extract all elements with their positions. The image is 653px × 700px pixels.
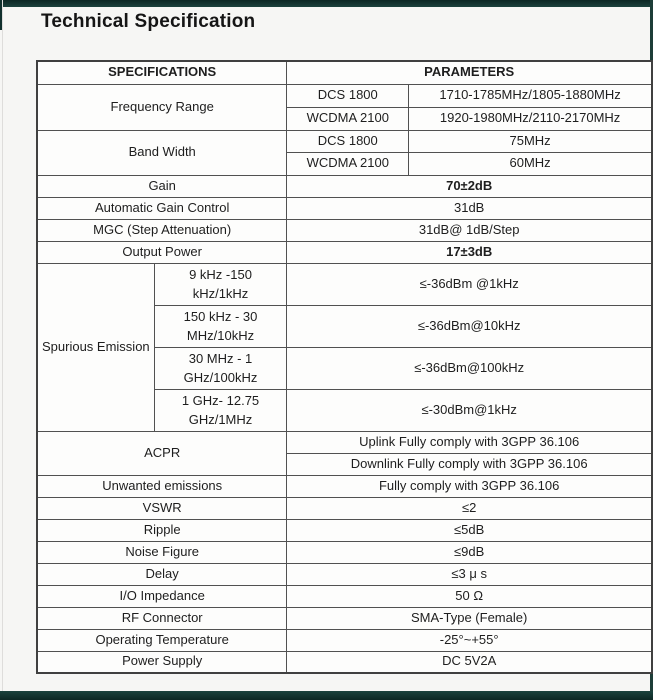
io-impedance-row bbox=[37, 585, 652, 607]
power-supply-value: DC 5V2A bbox=[287, 651, 652, 673]
spurious-range-1-line2: kHz/1kHz bbox=[192, 286, 249, 301]
header-specifications: SPECIFICATIONS bbox=[37, 61, 287, 84]
band-width-band-2: WCDMA 2100 bbox=[287, 152, 409, 175]
acpr-row-1 bbox=[37, 431, 652, 453]
spurious-range-4-line1: 1 GHz- 12.75 bbox=[181, 393, 260, 408]
frequency-range-band-2: WCDMA 2100 bbox=[287, 107, 409, 130]
vswr-value: ≤2 bbox=[287, 497, 652, 519]
unwanted-emissions-value: Fully comply with 3GPP 36.106 bbox=[287, 475, 652, 497]
delay-value: ≤3 μ s bbox=[287, 563, 652, 585]
operating-temperature-value: -25°~+55° bbox=[287, 629, 652, 651]
spurious-range-3-line1: 30 MHz - 1 bbox=[188, 351, 253, 366]
output-power-label: Output Power bbox=[37, 241, 287, 263]
spurious-value-2: ≤-36dBm@10kHz bbox=[287, 305, 652, 347]
noise-figure-label: Noise Figure bbox=[37, 541, 287, 563]
frequency-range-band-1: DCS 1800 bbox=[287, 84, 409, 107]
left-edge-line bbox=[2, 0, 3, 700]
top-frame-bar bbox=[0, 0, 653, 7]
spurious-range-2-line2: MHz/10kHz bbox=[186, 328, 255, 343]
output-power-row bbox=[37, 241, 652, 263]
band-width-value-2: 60MHz bbox=[409, 152, 652, 175]
agc-label: Automatic Gain Control bbox=[37, 197, 287, 219]
output-power-value: 17±3dB bbox=[287, 241, 652, 263]
mgc-row bbox=[37, 219, 652, 241]
gain-value: 70±2dB bbox=[287, 175, 652, 197]
spurious-range-4-line2: GHz/1MHz bbox=[188, 412, 253, 427]
bottom-frame-bar bbox=[0, 691, 653, 700]
vswr-row bbox=[37, 497, 652, 519]
mgc-label: MGC (Step Attenuation) bbox=[37, 219, 287, 241]
header-row bbox=[37, 61, 652, 84]
mgc-value: 31dB@ 1dB/Step bbox=[287, 219, 652, 241]
spurious-range-3 bbox=[154, 347, 287, 389]
frequency-range-label: Frequency Range bbox=[37, 84, 287, 130]
band-width-band-1: DCS 1800 bbox=[287, 130, 409, 152]
band-width-label: Band Width bbox=[37, 130, 287, 175]
acpr-downlink-value: Downlink Fully comply with 3GPP 36.106 bbox=[287, 453, 652, 475]
delay-row bbox=[37, 563, 652, 585]
ripple-value: ≤5dB bbox=[287, 519, 652, 541]
operating-temperature-label: Operating Temperature bbox=[37, 629, 287, 651]
agc-row bbox=[37, 197, 652, 219]
power-supply-row bbox=[37, 651, 652, 673]
gain-row bbox=[37, 175, 652, 197]
spurious-emission-label: Spurious Emission bbox=[37, 263, 154, 431]
page-title: Technical Specification bbox=[41, 11, 256, 32]
agc-value: 31dB bbox=[287, 197, 652, 219]
spurious-value-1: ≤-36dBm @1kHz bbox=[287, 263, 652, 305]
noise-figure-row bbox=[37, 541, 652, 563]
spurious-range-1-line1: 9 kHz -150 bbox=[189, 267, 252, 282]
spurious-value-4: ≤-30dBm@1kHz bbox=[287, 389, 652, 431]
band-width-row-1 bbox=[37, 130, 652, 152]
frequency-range-value-2: 1920-1980MHz/2110-2170MHz bbox=[409, 107, 652, 130]
spurious-range-1 bbox=[154, 263, 287, 305]
noise-figure-value: ≤9dB bbox=[287, 541, 652, 563]
ripple-label: Ripple bbox=[37, 519, 287, 541]
spurious-value-3: ≤-36dBm@100kHz bbox=[287, 347, 652, 389]
spurious-range-4 bbox=[154, 389, 287, 431]
io-impedance-label: I/O Impedance bbox=[37, 585, 287, 607]
gain-label: Gain bbox=[37, 175, 287, 197]
frequency-range-row-1 bbox=[37, 84, 652, 107]
unwanted-emissions-label: Unwanted emissions bbox=[37, 475, 287, 497]
header-parameters: PARAMETERS bbox=[287, 61, 652, 84]
rf-connector-label: RF Connector bbox=[37, 607, 287, 629]
band-width-value-1: 75MHz bbox=[409, 130, 652, 152]
vswr-label: VSWR bbox=[37, 497, 287, 519]
spec-table bbox=[36, 60, 653, 674]
spurious-range-2 bbox=[154, 305, 287, 347]
unwanted-emissions-row bbox=[37, 475, 652, 497]
spurious-row-1 bbox=[37, 263, 652, 305]
rf-connector-value: SMA-Type (Female) bbox=[287, 607, 652, 629]
acpr-label: ACPR bbox=[37, 431, 287, 475]
delay-label: Delay bbox=[37, 563, 287, 585]
io-impedance-value: 50 Ω bbox=[287, 585, 652, 607]
ripple-row bbox=[37, 519, 652, 541]
operating-temperature-row bbox=[37, 629, 652, 651]
spurious-range-2-line1: 150 kHz - 30 bbox=[183, 309, 258, 324]
frequency-range-value-1: 1710-1785MHz/1805-1880MHz bbox=[409, 84, 652, 107]
spurious-range-3-line2: GHz/100kHz bbox=[183, 370, 258, 385]
power-supply-label: Power Supply bbox=[37, 651, 287, 673]
acpr-uplink-value: Uplink Fully comply with 3GPP 36.106 bbox=[287, 431, 652, 453]
rf-connector-row bbox=[37, 607, 652, 629]
